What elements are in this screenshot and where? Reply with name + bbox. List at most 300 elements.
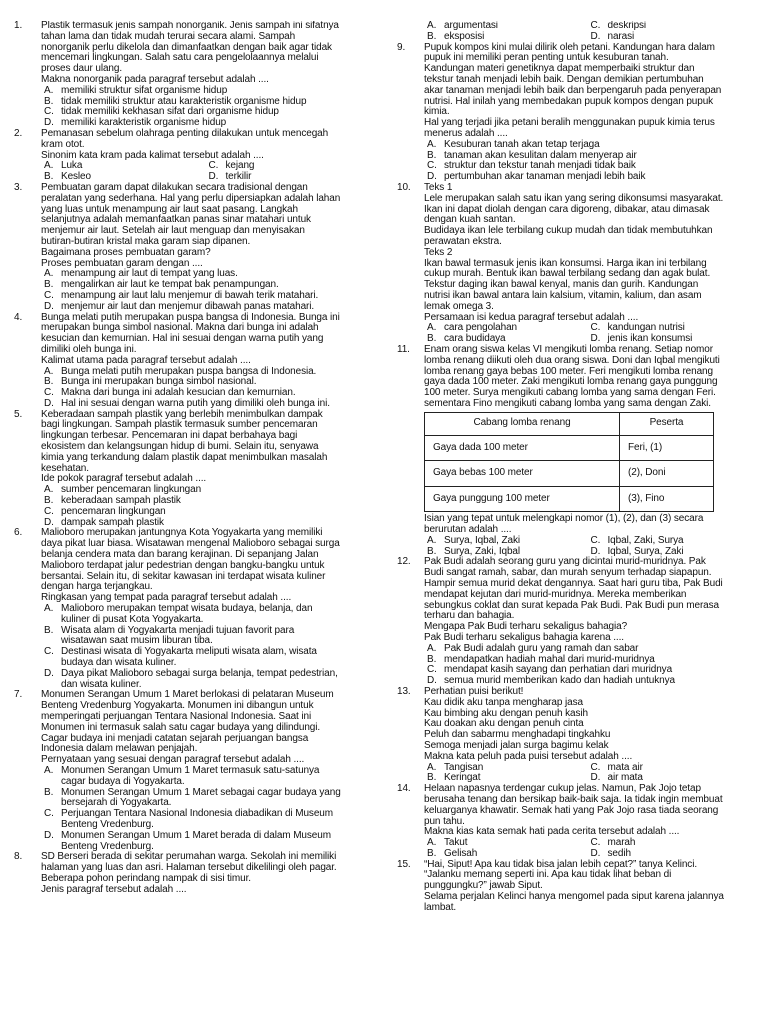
question-text-line: tahan lama dan tidak mudah terurai secara alami. Sampah [41, 30, 296, 42]
table-cell: Feri, (1) [620, 435, 714, 461]
question-body [41, 690, 370, 852]
question-3 [14, 183, 370, 313]
question-body [41, 852, 370, 895]
option-text: Kesleo [61, 171, 91, 183]
question-number: 9. [397, 41, 406, 53]
option-letter: D. [590, 30, 601, 42]
option-letter: D. [44, 117, 54, 129]
question-10 [397, 183, 751, 345]
option-letter: A. [427, 322, 437, 334]
option-text [61, 766, 370, 788]
option-text-line: menjemur air laut dan menjemur dibawah panas matahari. [61, 300, 315, 312]
swimming-table [424, 412, 714, 513]
option-text [61, 809, 370, 831]
question-text-line: punggungku?” jawab Siput. [424, 880, 543, 892]
option-letter: A. [44, 365, 54, 377]
option-text [61, 604, 370, 626]
option-text [61, 788, 370, 810]
option-letter: A. [427, 642, 437, 654]
question-body [424, 784, 751, 860]
answer-option [41, 669, 370, 691]
option-text: Keringat [444, 772, 481, 784]
question-text-line: pun tahu. [424, 815, 465, 827]
question-text-line: Sinonim kata kram pada kalimat tersebut adalah .... [41, 149, 264, 161]
question-text-line: “Hai, Siput! Apa kau tidak bisa jalan lebih cepat?” tanya Kelinci. [424, 858, 698, 870]
question-text-line: Ringkasan yang tempat pada paragraf tersebut adalah .... [41, 592, 292, 604]
question-text-line: SD Berseri berada di sekitar perumahan warga. Sekolah ini memiliki [41, 851, 337, 863]
option-text-line: Wisata alam di Yogyakarta menjadi tujuan favorit para [61, 624, 295, 636]
question-text-line: Budi sangat ramah, sabar, dan murah senyum terhadap siapapun. [424, 567, 712, 579]
option-text: Surya, Zaki, Iqbal [444, 545, 521, 557]
question-text-line: sementara Fino mengikuti cabang lomba yang sama dengan Zaki. [424, 397, 711, 409]
option-text [444, 644, 751, 655]
option-letter: C. [44, 106, 54, 118]
question-text-line: Ide pokok paragraf tersebut adalah .... [41, 473, 207, 485]
option-text-line: semua murid memberikan kado dan hadiah untuknya [444, 675, 675, 687]
option-letter: C. [590, 761, 601, 773]
answer-option [424, 536, 588, 547]
question-text-line: sebungkus coklat dan surat kepada Pak Budi. Pak Budi pun merasa [424, 599, 719, 611]
option-text [444, 140, 751, 151]
question-text-line: Kalimat utama pada paragraf tersebut adalah .... [41, 354, 251, 366]
question-text-line: menjemur air laut. Setelah air laut menguap dan menyisakan [41, 225, 305, 237]
question-text-line: Selama perjalan Kelinci hanya mengomel pada siput karena jalannya [424, 891, 724, 903]
option-text: jenis ikan konsumsi [607, 333, 693, 345]
question-text-line: kram otot. [41, 138, 85, 150]
question-text-line: kimia. [424, 106, 450, 118]
question-5 [14, 410, 370, 529]
answer-option [588, 32, 752, 43]
answer-option [424, 172, 751, 183]
option-text: Iqbal, Surya, Zaki [607, 545, 684, 557]
question-text-line: Monumen ini termasuk salah satu cagar budaya yang dilindungi. [41, 721, 321, 733]
answer-option [588, 536, 752, 547]
option-letter: A. [427, 761, 437, 773]
table-row [425, 435, 714, 461]
question-text-line: nonorganik perlu dikelola dan dimanfaatkan dengan baik agar tidak [41, 41, 332, 53]
question-body [41, 129, 370, 183]
option-letter: B. [44, 624, 54, 636]
question-text-line: “Jalanku memang seperti ini. Apa kau tidak lihat beban di [424, 869, 672, 881]
option-text [61, 86, 370, 97]
option-text: terkilir [225, 171, 252, 183]
question-text-line: ekosistem dan kelangsungan hidup di bumi. Selain itu, senyawa [41, 441, 319, 453]
table-header-cell: Cabang lomba renang [425, 412, 620, 435]
table-cell: (3), Fino [620, 486, 714, 512]
question-text-line: Bunga melati putih merupakan puspa bangsa di Indonesia. Bunga ini [41, 311, 340, 323]
question-number: 4. [14, 311, 23, 323]
option-text-line: Benteng Vredenburg. [61, 840, 154, 852]
option-text [61, 647, 370, 669]
option-letter: B. [427, 545, 437, 557]
question-text-line: Pak Budi adalah seorang guru yang dicintai murid-muridnya. Pak [424, 556, 706, 568]
question-text-line: Teks 1 [424, 181, 453, 193]
question-text-line: Plastik termasuk jenis sampah nonorganik. Jenis sampah ini sifatnya [41, 21, 339, 31]
option-letter: D. [427, 675, 437, 687]
option-text: eksposisi [444, 30, 485, 42]
option-text: cara budidaya [444, 333, 506, 345]
question-number: 6. [14, 527, 23, 539]
question-7 [14, 690, 370, 852]
option-letter: B. [427, 30, 437, 42]
option-letter: B. [44, 279, 54, 291]
answer-option [41, 809, 370, 831]
question-number: 13. [397, 685, 411, 697]
option-text-line: mendapatkan hadiah mahal dari murid-muridnya [444, 653, 655, 665]
answer-option [424, 644, 751, 655]
option-text-line: dan wisata kuliner. [61, 678, 142, 690]
option-letter: C. [44, 505, 54, 517]
option-text-line: mengalirkan air laut ke tempat bak penampungan. [61, 279, 279, 291]
option-letter: A. [427, 837, 437, 849]
question-text-line: Pernyataan yang sesuai dengan paragraf tersebut adalah .... [41, 754, 305, 766]
table-cell: (2), Doni [620, 461, 714, 487]
question-number: 10. [397, 181, 411, 193]
answer-option [41, 626, 370, 648]
question-text-line: berusaha tenang dan bersikap baik-baik saja. Ia tidak ingin membuat [424, 793, 723, 805]
question-text-line: lingkungan terbesar. Pencemaran ini dapat berbahaya bagi [41, 430, 298, 442]
option-text-line: mendapat kasih sayang dan perhatian dari muridnya [444, 664, 673, 676]
option-letter: A. [44, 160, 54, 172]
question-number: 5. [14, 408, 23, 420]
option-text-line: cagar budaya di Yogyakarta. [61, 775, 185, 787]
question-text-line: Semoga menjadi jalan surga bagimu kelak [424, 739, 609, 751]
question-body [41, 313, 370, 410]
question-text-line: Isian yang tepat untuk melengkapi nomor (1), (2), dan (3) secara [424, 513, 704, 525]
option-letter: B. [427, 772, 437, 784]
option-letter: B. [44, 376, 54, 388]
option-text [61, 302, 370, 313]
option-text [444, 172, 751, 183]
answer-option [41, 766, 370, 788]
question-text-line: dengan harga terjangkau. [41, 581, 153, 593]
option-text [61, 626, 370, 648]
option-text-line: Benteng Vredenburg. [61, 818, 154, 830]
option-text-line: Monumen Serangan Umum 1 Maret termasuk satu-satunya [61, 764, 320, 776]
option-letter: C. [44, 646, 54, 658]
option-text-line: Bunga ini merupakan bunga simbol nasional. [61, 376, 257, 388]
option-text-line: memiliki struktur sifat organisme hidup [61, 84, 228, 96]
question-text-line: berurutan adalah .... [424, 523, 512, 535]
question-text-line: Benteng Vredenburg Yogyakarta. Monumen ini dibangun untuk [41, 700, 314, 712]
question-8 [14, 852, 370, 895]
option-text-line: menampung air laut lalu menjemur di bawah terik matahari. [61, 289, 319, 301]
option-letter: A. [427, 138, 437, 150]
option-letter: B. [44, 95, 54, 107]
question-text-line: Ikan ini dapat diolah dengan cara digoreng, dibakar, atau dimasak [424, 203, 710, 215]
question-text-line: lomba renang gaya bebas 100 meter. Feri mengikuti lomba renang [424, 365, 713, 377]
option-text-line: budaya dan wisata kuliner. [61, 657, 177, 669]
table-header-row [425, 412, 714, 435]
question-text-line: cukup murah. Bentuk ikan bawal terbilang sedang dan agak bulat. [424, 268, 711, 280]
option-letter: C. [427, 664, 437, 676]
option-letter: A. [44, 484, 54, 496]
table-row [425, 486, 714, 512]
answer-option [424, 32, 588, 43]
question-text-line: Cagar budaya ini menjadi catatan sejarah perjuangan bangsa [41, 732, 309, 744]
question-text-line: Hal yang terjadi jika petani beralih menggunakan pupuk kimia terus [424, 117, 715, 129]
option-letter: D. [208, 171, 219, 183]
question-text-line: Keberadaan sampah plastik yang berlebih menimbulkan dampak [41, 408, 323, 420]
question-text-line: kimia yang terkandung dalam plastik dapat menimbulkan masalah [41, 451, 328, 463]
option-text-line: Monumen Serangan Umum 1 Maret sebagai cagar budaya yang [61, 786, 341, 798]
question-body [424, 557, 751, 687]
question-text-line: lambat. [424, 901, 457, 913]
question-text-line: bersantai. Selain itu, di sekitar kawasan ini terdapat wisata kuliner [41, 570, 326, 582]
option-text-line: wisatawan saat musim liburan tiba. [61, 635, 213, 647]
table-header-cell: Peserta [620, 412, 714, 435]
question-text-line: Lele merupakan salah satu ikan yang sering dikonsumsi masyarakat. [424, 192, 724, 204]
question-number: 3. [14, 181, 23, 193]
question-text-line: gaya dada 100 meter. Zaki mengikuti lomba renang gaya punggung [424, 376, 718, 388]
option-text-line: tanaman akan kesulitan dalam menyerap air [444, 149, 637, 161]
question-body [41, 528, 370, 690]
left-column [14, 21, 370, 896]
question-text-line: Helaan napasnya terdengar cukup jelas. Namun, Pak Jojo tetap [424, 783, 701, 795]
option-letter: B. [427, 653, 437, 665]
question-text-line: mencemari lingkungan. Salah satu cara pengelolaannya melalui [41, 52, 319, 64]
option-text: Takut [444, 837, 468, 849]
option-text: Iqbal, Zaki, Surya [607, 534, 684, 546]
option-text-line: menampung air laut di tempat yang luas. [61, 268, 238, 280]
question-text-line: Budidaya ikan lele terbilang cukup mudah dan tidak membutuhkan [424, 225, 713, 237]
option-letter: C. [44, 387, 54, 399]
question-body [41, 183, 370, 313]
right-column [397, 21, 751, 914]
option-letter: D. [44, 300, 54, 312]
option-letter: B. [427, 333, 437, 345]
question-text-line: Malioboro terdapat jalur pedestrian dengan bangku-bangku untuk [41, 559, 325, 571]
option-letter: D. [590, 545, 601, 557]
question-text-line: Kandungan materi genetiknya dapat memperbaiki struktur dan [424, 63, 695, 75]
question-text-line: Makna kata peluh pada puisi tersebut adalah .... [424, 750, 633, 762]
option-text: Surya, Iqbal, Zaki [444, 534, 521, 546]
question-body [424, 183, 751, 345]
question-number: 15. [397, 858, 411, 870]
question-text-line: tekstur tanah menjadi lebih baik. Dengan demikian pertumbuhan [424, 73, 704, 85]
question-text-line: pupuk ini memiliki peran penting untuk kesuburan tanah. [424, 52, 669, 64]
option-text: Luka [61, 160, 83, 172]
question-text-line: Kau bimbing aku dengan penuh kasih [424, 707, 588, 719]
question-number: 11. [397, 343, 410, 355]
option-letter: D. [590, 333, 601, 345]
question-text-line: Ikan bawal termasuk jenis ikan konsumsi. Harga ikan ini terbilang [424, 257, 707, 269]
question-text-line: Peluh dan sabarmu menghadapi tingkahku [424, 729, 611, 741]
question-text-line: Perhatian puisi berikut! [424, 685, 524, 697]
option-letter: B. [44, 495, 54, 507]
question-4 [14, 313, 370, 410]
question-text-line: belanja cendera mata dan barang kerajinan. Di sepanjang Jalan [41, 549, 319, 561]
question-6 [14, 528, 370, 690]
option-letter: A. [427, 21, 437, 31]
option-text: narasi [607, 30, 635, 42]
option-letter: C. [590, 534, 601, 546]
question-text-line: menerus adalah .... [424, 127, 508, 139]
question-text-line: daya pikat luar biasa. Wisatawan mengenal Malioboro sebagai surga [41, 538, 340, 550]
question-text-line: dengan kuah santan. [424, 214, 516, 226]
question-text-line: Proses pembuatan garam dengan .... [41, 257, 203, 269]
question-body [41, 410, 370, 529]
option-letter: C. [590, 837, 601, 849]
question-text-line: Indonesia dalam melawan penjajah. [41, 743, 198, 755]
table-row [425, 461, 714, 487]
question-text-line: peralatan yang sederhana. Hal yang perlu dipersiapkan adalah lahan [41, 192, 341, 204]
option-letter: C. [44, 289, 54, 301]
option-text-line: Perjuangan Tentara Nasional Indonesia diabadikan di Museum [61, 808, 333, 820]
question-text-line: Kau didik aku tanpa mengharap jasa [424, 696, 583, 708]
option-text-line: keberadaan sampah plastik [61, 495, 181, 507]
question-text-line: selanjutnya adalah memanfaatkan panas sinar matahari untuk [41, 214, 311, 226]
question-text-line: Pembuatan garam dapat dilakukan secara tradisional dengan [41, 181, 308, 193]
answer-option [41, 831, 370, 853]
table-cell: Gaya dada 100 meter [425, 435, 620, 461]
option-letter: D. [44, 829, 54, 841]
question-text-line: Jenis paragraf tersebut adalah .... [41, 883, 187, 895]
question-text-line: Monumen Serangan Umum 1 Maret berlokasi di pelataran Museum [41, 689, 334, 701]
option-text [61, 831, 370, 853]
table-cell: Gaya punggung 100 meter [425, 486, 620, 512]
answer-option [41, 604, 370, 626]
question-body [424, 345, 751, 557]
answer-option [41, 647, 370, 669]
option-letter: B. [427, 149, 437, 161]
option-text-line: tidak memiliki kekhasan sifat dari organisme hidup [61, 106, 279, 118]
question-text-line: perawatan ekstra. [424, 235, 502, 247]
option-text-line: Destinasi wisata di Yogyakarta meliputi wisata alam, wisata [61, 646, 317, 658]
option-text: kejang [225, 160, 255, 172]
option-letter: A. [44, 603, 54, 615]
option-letter: D. [44, 397, 54, 409]
question-13 [397, 687, 751, 784]
option-letter: A. [44, 268, 54, 280]
question-8-options-continued [397, 21, 751, 43]
question-text-line: merupakan bunga simbol nasional. Makna dari bunga ini adalah [41, 322, 319, 334]
option-text: sedih [607, 847, 631, 859]
option-text-line: pertumbuhan akar tanaman menjadi lebih baik [444, 171, 646, 183]
question-text-line: kesucian dan kemurnian. Hal ini sesuai dengan warna putih yang [41, 333, 324, 345]
option-text: air mata [607, 772, 643, 784]
question-body [424, 860, 751, 914]
option-text-line: Malioboro merupakan tempat wisata budaya, belanja, dan [61, 603, 313, 615]
option-text-line: memiliki karakteristik organisme hidup [61, 117, 227, 129]
question-text-line: Makna kias kata semak hati pada cerita tersebut adalah .... [424, 826, 680, 838]
answer-option [41, 302, 370, 313]
question-number-spacer [397, 21, 424, 43]
question-text-line: Pupuk kompos kini mulai dilirik oleh petani. Kandungan hara dalam [424, 41, 715, 53]
option-text: cara pengolahan [444, 322, 518, 334]
question-text-line: Pak Budi terharu sekaligus bahagia karena .... [424, 631, 624, 643]
option-letter: A. [427, 534, 437, 546]
question-body [41, 21, 370, 129]
question-text-line: Enam orang siswa kelas VI mengikuti lomba renang. Setiap nomor [424, 343, 713, 355]
option-text: Tangisan [444, 761, 484, 773]
option-text-line: kuliner di pusat Kota Yogyakarta. [61, 613, 204, 625]
question-body [424, 43, 751, 183]
question-number: 2. [14, 127, 23, 139]
option-text: argumentasi [444, 21, 498, 31]
option-text-line: sumber pencemaran lingkungan [61, 484, 202, 496]
question-text-line: bagi lingkungan. Sampah plastik termasuk sumber pencemaran [41, 419, 318, 431]
question-text-line: terharu dan bahagia. [424, 610, 515, 622]
option-text-line: Kesuburan tanah akan tetap terjaga [444, 138, 600, 150]
option-text: deskripsi [607, 21, 647, 31]
option-text: Gelisah [444, 847, 478, 859]
answer-option [41, 86, 370, 97]
option-letter: C. [208, 160, 219, 172]
question-number: 12. [397, 556, 411, 568]
option-letter: A. [44, 764, 54, 776]
option-text-line: Daya pikat Malioboro sebagai surga belanja, tempat pedestrian, [61, 667, 338, 679]
question-text-line: Mengapa Pak Budi terharu sekaligus bahagia? [424, 621, 628, 633]
question-number: 8. [14, 851, 23, 863]
question-11 [397, 345, 751, 557]
question-text-line: mendapat kejutan dari murid-muridnya. Mereka memberikan [424, 588, 687, 600]
option-letter: B. [427, 847, 437, 859]
option-text-line: bersejarah di Yogyakarta. [61, 797, 172, 809]
question-text-line: halaman yang luas dan asri. Halaman tersebut dikelilingi oleh pagar. [41, 862, 337, 874]
option-letter: C. [44, 808, 54, 820]
option-text [61, 669, 370, 691]
question-text-line: Makna nonorganik pada paragraf tersebut adalah .... [41, 73, 269, 85]
question-number: 1. [14, 21, 23, 31]
option-text-line: pencemaran lingkungan [61, 505, 166, 517]
option-letter: C. [427, 160, 437, 172]
option-text: mata air [607, 761, 643, 773]
question-text-line: dimiliki oleh bunga ini. [41, 343, 137, 355]
option-row [424, 32, 751, 43]
question-2 [14, 129, 370, 183]
question-text-line: 100 meter. Surya mengikuti cabang lomba yang sama dengan Feri. [424, 387, 716, 399]
option-text-line: Hal ini sesuai dengan warna putih yang dimiliki oleh bunga ini. [61, 397, 330, 409]
question-text-line: butiran-butiran kristal maka garam siap dipanen. [41, 235, 251, 247]
question-1 [14, 21, 370, 129]
option-text-line: Monumen Serangan Umum 1 Maret berada di dalam Museum [61, 829, 331, 841]
question-12 [397, 557, 751, 687]
option-letter: D. [44, 516, 54, 528]
question-text-line: Hampir semua murid dekat dengannya. Saat hari guru tiba, Pak Budi [424, 577, 723, 589]
option-letter: C. [590, 322, 601, 334]
option-text-line: tidak memiliki struktur atau karakteristik organisme hidup [61, 95, 307, 107]
option-row [424, 536, 751, 547]
question-text-line: akar tanaman menjadi lebih baik dan berpengaruh pada penyerapan [424, 84, 722, 96]
question-text-line: proses daur ulang. [41, 63, 123, 75]
option-letter: D. [427, 171, 437, 183]
question-9 [397, 43, 751, 183]
answer-option [41, 788, 370, 810]
question-text-line: Teks 2 [424, 246, 453, 258]
question-body [424, 687, 751, 784]
option-letter: D. [44, 667, 54, 679]
question-text-line: nutrisi ikan bawal antara lain kalsium, vitamin, kalium, dan asam [424, 289, 702, 301]
option-text: kandungan nutrisi [607, 322, 685, 334]
question-number: 14. [397, 783, 411, 795]
option-text-line: Pak Budi adalah guru yang ramah dan sabar [444, 642, 639, 654]
option-text-line: Makna dari bunga ini adalah kesucian dan kemurnian. [61, 387, 296, 399]
option-letter: D. [590, 847, 601, 859]
answer-option [424, 140, 751, 151]
question-text-line: lomba renang diikuti oleh dua orang siswa. Doni dan Iqbal mengikuti [424, 354, 720, 366]
option-letter: D. [590, 772, 601, 784]
question-text-line: kesehatan. [41, 462, 89, 474]
question-text-line: nutrisi. Hal inilah yang membedakan pupuk kompos dengan pupuk [424, 95, 714, 107]
question-15 [397, 860, 751, 914]
question-text-line: memperingati perjuangan Tentara Nasional Indonesia. Saat ini [41, 711, 312, 722]
question-text-line: Beberapa pohon perindang nampak di sisi timur. [41, 872, 251, 884]
option-letter: B. [44, 786, 54, 798]
option-text-line: Bunga melati putih merupakan puspa bangsa di Indonesia. [61, 365, 317, 377]
option-text-line: dampak sampah plastik [61, 516, 164, 528]
option-text: marah [607, 837, 636, 849]
